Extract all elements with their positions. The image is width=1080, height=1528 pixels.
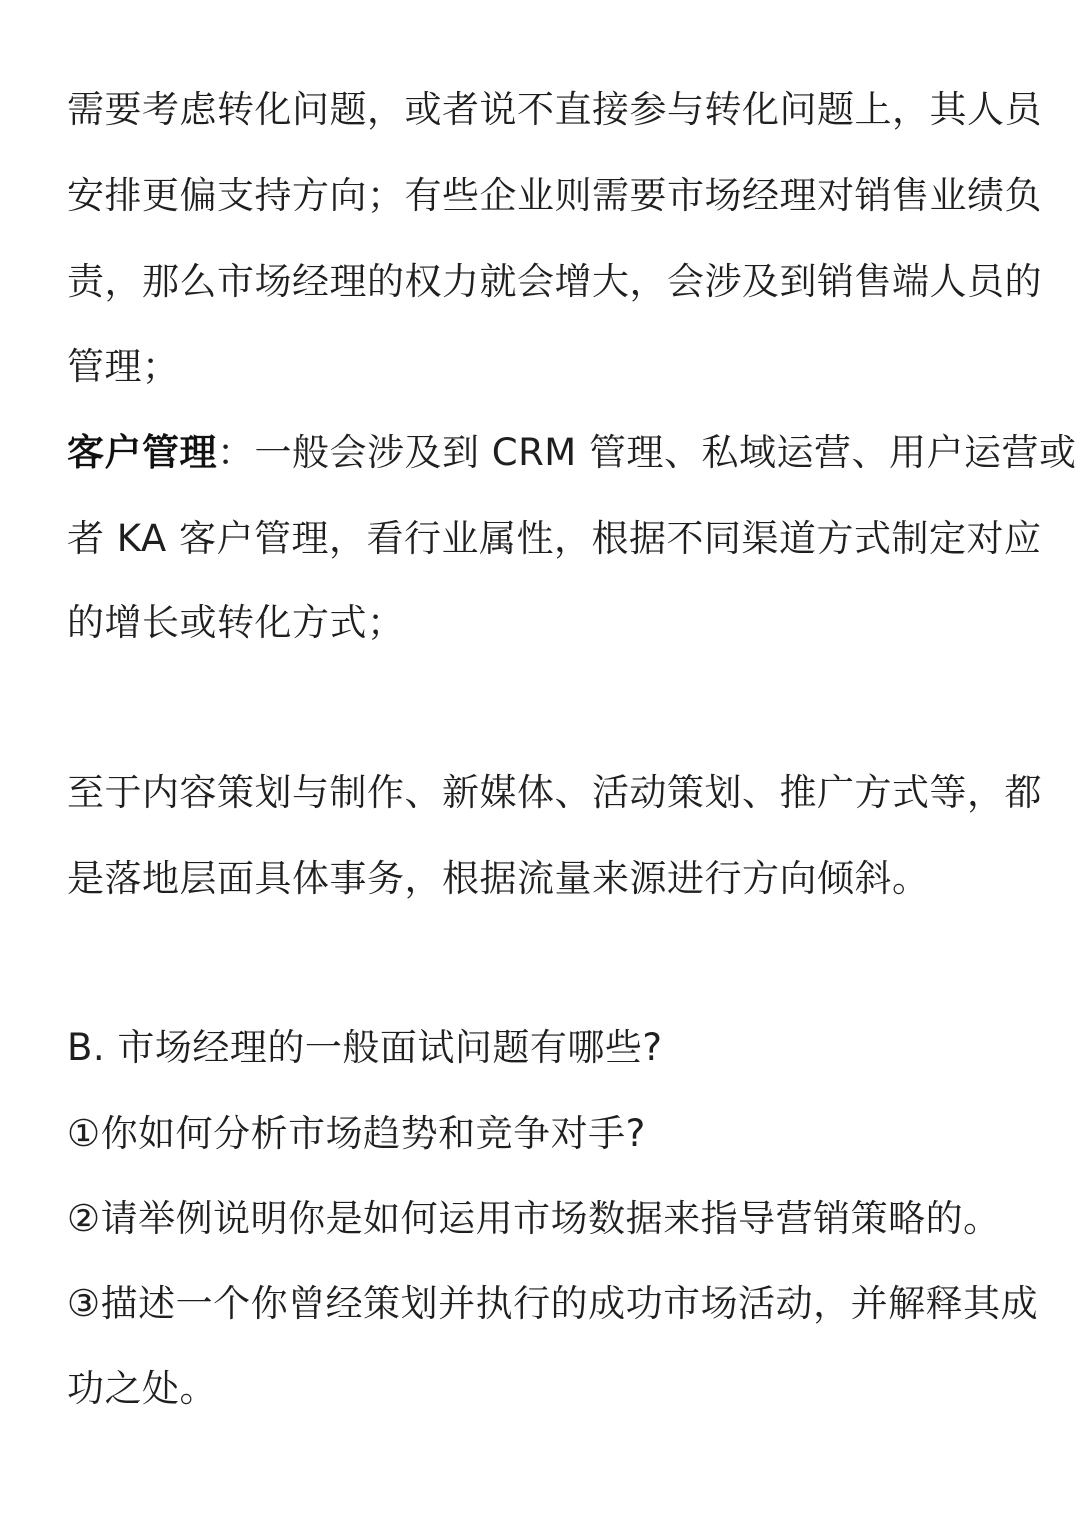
paragraph-line: 需要考虑转化问题，或者说不直接参与转化问题上，其人员 (67, 88, 1042, 131)
paragraph-line: 者 KA 客户管理，看行业属性，根据不同渠道方式制定对应 (67, 517, 1042, 560)
paragraph-line: 至于内容策划与制作、新媒体、活动策划、推广方式等，都 (67, 771, 1042, 814)
question-item: 功之处。 (67, 1367, 217, 1410)
paragraph-line: 的增长或转化方式； (67, 601, 405, 644)
section-title: B. 市场经理的一般面试问题有哪些? (67, 1026, 663, 1069)
paragraph-text: ：一般会涉及到 CRM 管理、私域运营、用户运营或 (217, 431, 1077, 474)
question-item: ①你如何分析市场趋势和竞争对手? (67, 1112, 646, 1155)
paragraph-line: 是落地层面具体事务，根据流量来源进行方向倾斜。 (67, 857, 930, 900)
paragraph-line: 责，那么市场经理的权力就会增大，会涉及到销售端人员的 (67, 260, 1042, 303)
paragraph-line: 安排更偏支持方向；有些企业则需要市场经理对销售业绩负 (67, 174, 1042, 217)
paragraph-line: 管理； (67, 345, 180, 388)
paragraph-line (67, 428, 1077, 478)
section-heading: 客户管理 (67, 431, 217, 474)
question-item: ②请举例说明你是如何运用市场数据来指导营销策略的。 (67, 1197, 1001, 1240)
question-item: ③描述一个你曾经策划并执行的成功市场活动，并解释其成 (67, 1282, 1039, 1325)
